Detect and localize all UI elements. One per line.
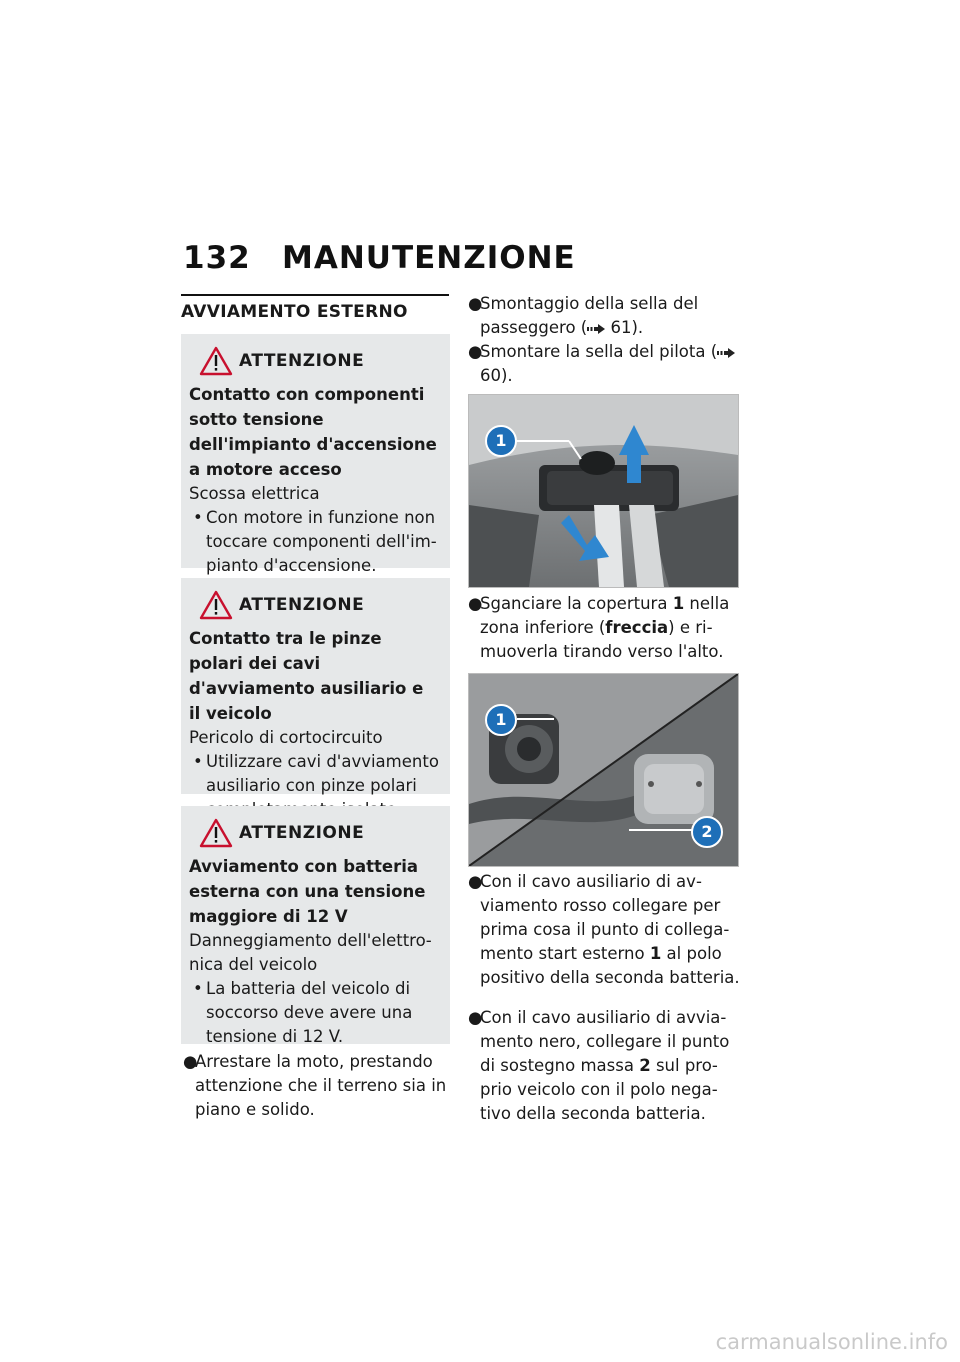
- warning-header: [189, 346, 440, 376]
- arrow-keyword: freccia: [605, 618, 669, 637]
- step-text: Con il cavo ausiliario di avviamento rosso collegare per prima cosa il punto di collegamento start esterno: [480, 872, 730, 963]
- bullet-icon: ●: [468, 342, 483, 361]
- step-text: Arrestare la moto, prestando attenzione che il terreno sia in piano e solido.: [195, 1052, 447, 1119]
- warning-box-3: [181, 806, 450, 1044]
- warning-text: Pericolo di cortocircuito: [189, 728, 383, 747]
- warning-triangle-icon: [199, 818, 233, 848]
- instruction-step: ● Smontare la sella del pilota ( 60).: [468, 340, 740, 388]
- warning-triangle-icon: [199, 590, 233, 620]
- warning-text: Danneggiamento dell'elettronica del veicolo: [189, 931, 432, 974]
- warning-label: ATTENZIONE: [239, 823, 365, 843]
- bullet-icon: ●: [468, 872, 483, 891]
- instruction-step: ● Con il cavo ausiliario di avviamento nero, collegare il punto di sostegno massa 2 sul proprio veicolo con il polo negativo della seconda batteria.: [468, 1008, 730, 1123]
- page-reference-arrow-icon: [717, 348, 735, 358]
- instruction-step: [183, 1050, 451, 1122]
- callout-badge-1: 1: [485, 704, 517, 736]
- warning-title: Contatto tra le pinze polari dei cavi d'avviamento ausiliario e il veicolo: [189, 629, 424, 723]
- step-text: Smontaggio della sella del passeggero (: [480, 294, 699, 337]
- bullet-icon: ●: [468, 594, 483, 613]
- page-reference[interactable]: 61: [610, 318, 632, 337]
- warning-title: Contatto con componenti sotto tensione dell'impianto d'accensione a motore acceso: [189, 385, 437, 479]
- warning-list: [189, 977, 440, 1049]
- bullet-icon: ●: [468, 294, 483, 313]
- callout-badge-2: 2: [691, 816, 723, 848]
- instruction-step: ● Con il cavo ausiliario di avviamento rosso collegare per prima cosa il punto di collegamento start esterno 1 al polo positivo della seconda batteria.: [468, 872, 740, 987]
- callout-number: 1: [649, 944, 662, 963]
- warning-triangle-icon: [199, 346, 233, 376]
- warning-list-item: • La batteria del veicolo di soccorso deve avere una tensione di 12 V.: [189, 977, 440, 1049]
- page-reference[interactable]: 60: [480, 366, 501, 385]
- warning-header: [189, 818, 440, 848]
- warning-label: ATTENZIONE: [239, 595, 365, 615]
- section-title: AVVIAMENTO ESTERNO: [181, 294, 449, 322]
- figure-jump-start-points: [468, 673, 739, 867]
- warning-header: [189, 590, 440, 620]
- page-reference-arrow-icon: [587, 324, 605, 334]
- figure-seat-cover-removal: [468, 394, 739, 588]
- warning-title: Avviamento con batteria esterna con una tensione maggiore di 12 V: [189, 857, 426, 926]
- warning-box-2: [181, 578, 450, 794]
- callout-number: 2: [639, 1056, 651, 1075]
- step-text: Smontare la sella del pilota (: [480, 342, 718, 361]
- warning-label: ATTENZIONE: [239, 351, 365, 371]
- figure-illustration: [469, 395, 738, 587]
- bullet-icon: ●: [468, 1008, 483, 1027]
- bullet-icon: ●: [183, 1052, 198, 1071]
- callout-badge-1: 1: [485, 425, 517, 457]
- site-watermark: carmanualsonline.info: [715, 1330, 948, 1354]
- instruction-step: ● Smontaggio della sella del passeggero ( 61).: [468, 294, 699, 337]
- warning-box-1: [181, 334, 450, 575]
- page-number: 132: [183, 240, 251, 276]
- warning-list-item: • Utilizzare cavi d'avviamento ausiliario con pinze polari: [189, 750, 440, 822]
- warning-list: [189, 506, 440, 578]
- step-text: Con il cavo ausiliario di avviamento nero, collegare il punto di sostegno massa: [480, 1008, 730, 1075]
- callout-number: 1: [672, 594, 685, 613]
- warning-list-item: • Con motore in funzione non toccare componenti dell'impianto d'accensione.: [189, 506, 440, 578]
- warning-text: Scossa elettrica: [189, 484, 320, 503]
- instruction-step: ● Sganciare la copertura 1 nella zona inferiore (freccia) e rimuoverla tirando verso l'alto.: [468, 594, 730, 661]
- page-title: MANUTENZIONE: [282, 240, 576, 276]
- step-text: Sganciare la copertura: [480, 594, 673, 613]
